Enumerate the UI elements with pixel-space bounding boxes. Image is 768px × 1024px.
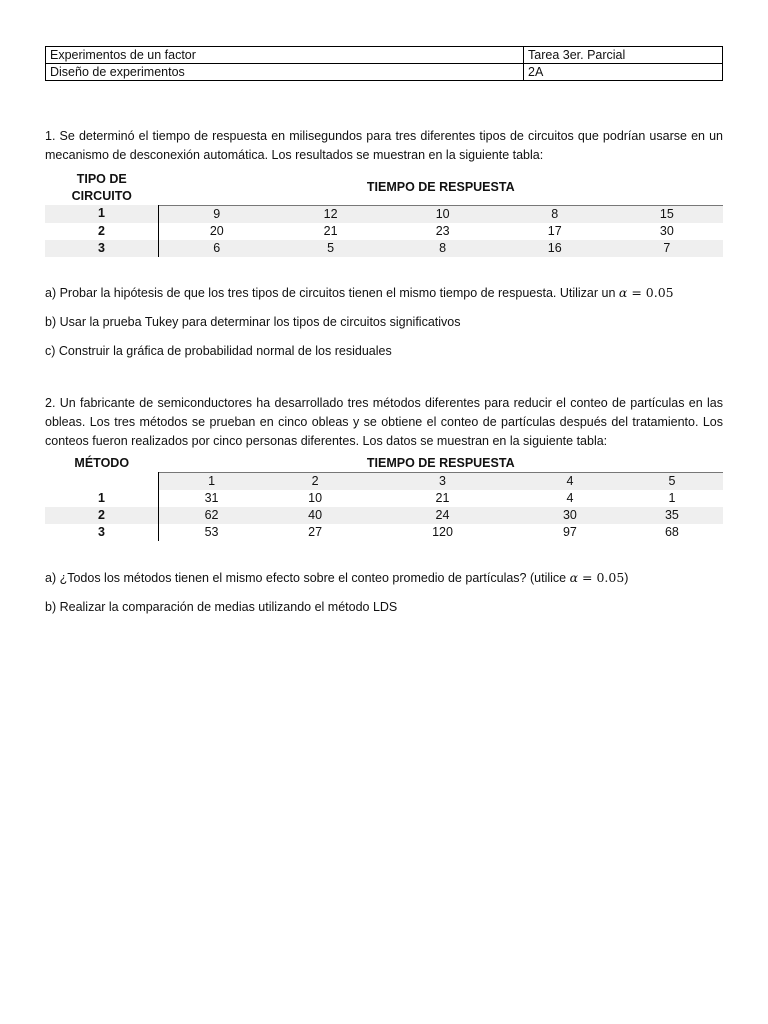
problem1-item-b: b) Usar la prueba Tukey para determinar los tipos de circuitos significativos	[45, 314, 461, 329]
header-group: 2A	[524, 64, 723, 81]
problem2-statement: 2. Un fabricante de semiconductores ha desarrollado tres métodos diferentes para reducir el conteo de partículas en las obleas. Los tres métodos se prueban en cinco obleas y se obtiene el conteo de partículas después del tratamiento. Los conteos fueron realizados por cinco personas diferentes. Los datos se muestran en la siguiente tabla:	[45, 395, 723, 448]
table-row: 1 31 10 21 4 1	[45, 490, 723, 507]
problem2-group-header: TIEMPO DE RESPUESTA	[366, 455, 515, 470]
problem2-table	[45, 455, 723, 541]
table-row: 3 6 5 8 16 7	[45, 240, 723, 257]
problem1-table	[45, 171, 723, 257]
header-subject: Diseño de experimentos	[46, 64, 524, 81]
problem1-item-c: c) Construir la gráfica de probabilidad normal de los residuales	[45, 343, 392, 358]
table-subheader-row: 1 2 3 4 5	[45, 472, 723, 490]
problem2-item-b: b) Realizar la comparación de medias utilizando el método LDS	[45, 599, 398, 614]
header-assignment: Tarea 3er. Parcial	[524, 47, 723, 64]
table-row: 1 9 12 10 8 15	[45, 205, 723, 223]
problem1-item-a: a) Probar la hipótesis de que los tres tipos de circuitos tienen el mismo tiempo de respuesta. Utilizar un α = 0.05	[45, 284, 674, 300]
problem1-statement: 1. Se determinó el tiempo de respuesta en milisegundos para tres diferentes tipos de circuitos que podrían usarse en un mecanismo de desconexión automática. Los resultados se muestran en la siguiente tabla:	[45, 129, 723, 162]
table-row: 3 53 27 120 97 68	[45, 524, 723, 541]
problem1-col1-header: TIPO DE CIRCUITO	[71, 172, 132, 203]
problem1-group-header: TIEMPO DE RESPUESTA	[366, 180, 515, 195]
problem2-item-a: a) ¿Todos los métodos tienen el mismo efecto sobre el conteo promedio de partículas? (utilice α = 0.05)	[45, 569, 629, 585]
table-row: 2 62 40 24 30 35	[45, 507, 723, 524]
document-page	[45, 46, 723, 617]
header-course: Experimentos de un factor	[46, 47, 524, 64]
problem2-col1-header: MÉTODO	[74, 455, 130, 470]
table-row: 2 20 21 23 17 30	[45, 223, 723, 240]
header-table	[45, 46, 723, 81]
